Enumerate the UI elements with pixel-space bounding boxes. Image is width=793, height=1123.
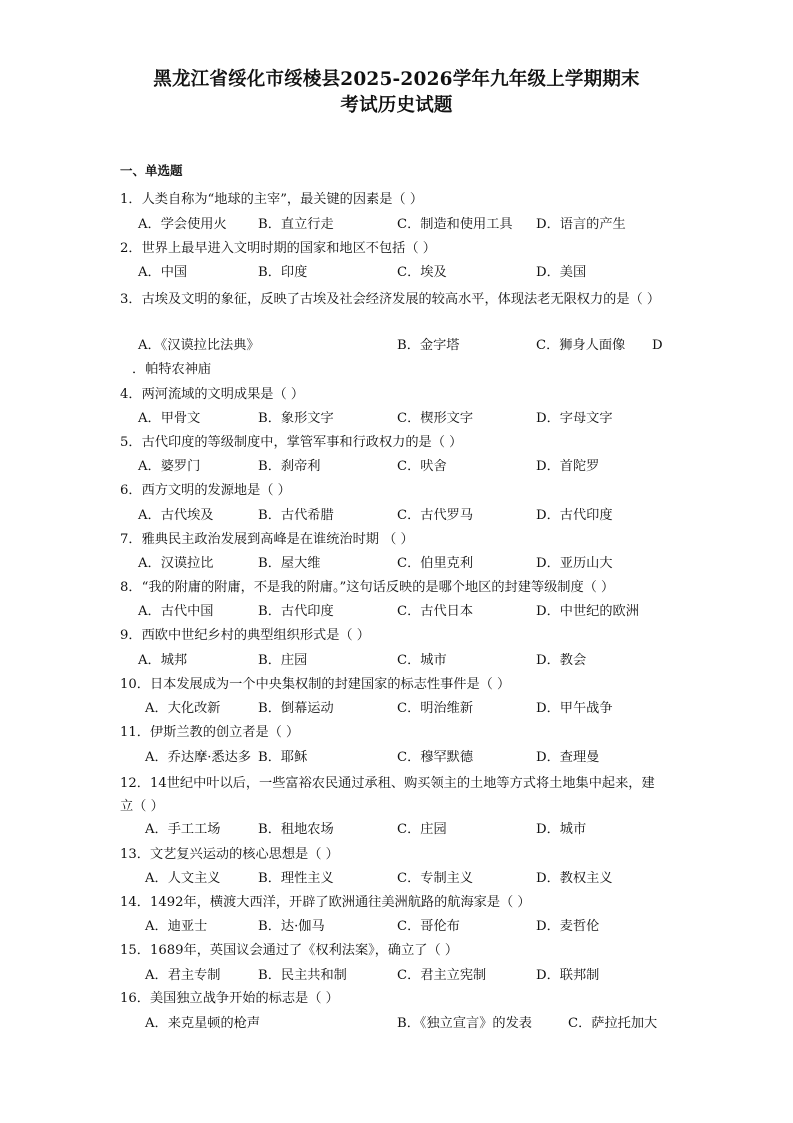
option-16a: A．来克星顿的枪声 bbox=[145, 1016, 261, 1031]
option-4d: D．字母文字 bbox=[536, 411, 613, 426]
option-9a: A．城邦 bbox=[138, 653, 188, 668]
option-8a: A．古代中国 bbox=[138, 604, 214, 619]
option-7a: A．汉谟拉比 bbox=[138, 556, 214, 571]
option-13d: D．教权主义 bbox=[536, 871, 613, 886]
option-15d: D．联邦制 bbox=[536, 968, 600, 983]
option-9c: C．城市 bbox=[397, 653, 447, 668]
option-16b: B．《独立宣言》的发表 bbox=[397, 1016, 532, 1031]
option-12c: C．庄园 bbox=[397, 822, 447, 837]
option-13c: C．专制主义 bbox=[397, 871, 474, 886]
option-14d: D．麦哲伦 bbox=[536, 919, 600, 934]
option-10d: D．甲午战争 bbox=[536, 701, 613, 716]
option-6b: B．古代希腊 bbox=[258, 508, 334, 523]
option-8c: C．古代日本 bbox=[397, 604, 474, 619]
option-12a: A．手工工场 bbox=[145, 822, 221, 837]
question-3: 3．古埃及文明的象征，反映了古埃及社会经济发展的较高水平，体现法老无限权力的是（ ） bbox=[120, 292, 661, 307]
option-2a: A．中国 bbox=[138, 265, 188, 280]
option-2b: B．印度 bbox=[258, 265, 308, 280]
option-12b: B．租地农场 bbox=[258, 822, 334, 837]
option-15c: C．君主立宪制 bbox=[397, 968, 487, 983]
question-11: 11．伊斯兰教的创立者是（ ） bbox=[120, 725, 300, 740]
option-6d: D．古代印度 bbox=[536, 508, 613, 523]
option-1a: A．学会使用火 bbox=[138, 217, 227, 232]
option-1d: D．语言的产生 bbox=[536, 217, 626, 232]
question-4: 4．两河流域的文明成果是（ ） bbox=[120, 387, 305, 402]
option-9b: B．庄园 bbox=[258, 653, 308, 668]
option-8b: B．古代印度 bbox=[258, 604, 334, 619]
option-5c: C．吠舍 bbox=[397, 459, 447, 474]
question-2: 2．世界上最早进入文明时期的国家和地区不包括（ ） bbox=[120, 241, 436, 256]
option-10a: A．大化改新 bbox=[145, 701, 221, 716]
option-6c: C．古代罗马 bbox=[397, 508, 474, 523]
question-16: 16．美国独立战争开始的标志是（ ） bbox=[120, 991, 339, 1006]
option-10c: C．明治维新 bbox=[397, 701, 474, 716]
option-15b: B．民主共和制 bbox=[258, 968, 347, 983]
option-6a: A．古代埃及 bbox=[138, 508, 214, 523]
option-5b: B．刹帝利 bbox=[258, 459, 321, 474]
question-5: 5．古代印度的等级制度中，掌管军事和行政权力的是（ ） bbox=[120, 435, 463, 450]
option-4b: B．象形文字 bbox=[258, 411, 334, 426]
option-11c: C．穆罕默德 bbox=[397, 750, 474, 765]
question-14: 14．1492年，横渡大西洋，开辟了欧洲通往美洲航路的航海家是（ ） bbox=[120, 895, 531, 910]
question-15: 15．1689年，英国议会通过了《权利法案》，确立了（ ） bbox=[120, 943, 459, 958]
option-12d: D．城市 bbox=[536, 822, 587, 837]
option-14c: C．哥伦布 bbox=[397, 919, 460, 934]
option-2d: D．美国 bbox=[536, 265, 587, 280]
option-1c: C．制造和使用工具 bbox=[397, 217, 513, 232]
question-9: 9．西欧中世纪乡村的典型组织形式是（ ） bbox=[120, 628, 370, 643]
option-3d-letter: D bbox=[652, 338, 663, 353]
option-7c: C．伯里克利 bbox=[397, 556, 474, 571]
section-heading: 一、单选题 bbox=[120, 163, 183, 178]
option-7b: B．屋大维 bbox=[258, 556, 321, 571]
exam-title-line2: 考试历史试题 bbox=[340, 95, 453, 116]
question-8: 8．“我的附庸的附庸，不是我的附庸。”这句话反映的是哪个地区的封建等级制度（ ） bbox=[120, 580, 615, 595]
option-15a: A．君主专制 bbox=[145, 968, 221, 983]
option-5a: A．婆罗门 bbox=[138, 459, 201, 474]
option-3c: C．狮身人面像 bbox=[536, 338, 626, 353]
option-16c: C．萨拉托加大 bbox=[568, 1016, 658, 1031]
option-9d: D．教会 bbox=[536, 653, 587, 668]
option-7d: D．亚历山大 bbox=[536, 556, 613, 571]
option-1b: B．直立行走 bbox=[258, 217, 334, 232]
question-13: 13．文艺复兴运动的核心思想是（ ） bbox=[120, 847, 339, 862]
option-3d-text: ．帕特农神庙 bbox=[132, 362, 212, 377]
option-11d: D．查理曼 bbox=[536, 750, 600, 765]
option-14b: B．达·伽马 bbox=[258, 919, 325, 934]
question-12: 12．14世纪中叶以后，一些富裕农民通过承租、购买领主的土地等方式将土地集中起来，建立（ ） bbox=[120, 776, 655, 814]
exam-title-line1: 黑龙江省绥化市绥棱县2025-2026学年九年级上学期期末 bbox=[153, 69, 640, 90]
option-13a: A．人文主义 bbox=[145, 871, 221, 886]
option-13b: B．理性主义 bbox=[258, 871, 334, 886]
option-3b: B．金字塔 bbox=[397, 338, 460, 353]
option-4a: A．甲骨文 bbox=[138, 411, 201, 426]
option-8d: D．中世纪的欧洲 bbox=[536, 604, 639, 619]
question-1: 1．人类自称为“地球的主宰”，最关键的因素是（ ） bbox=[120, 192, 424, 207]
option-14a: A．迪亚士 bbox=[145, 919, 208, 934]
option-11b: B．耶稣 bbox=[258, 750, 308, 765]
option-11a: A．乔达摩·悉达多 bbox=[145, 750, 252, 765]
option-10b: B．倒幕运动 bbox=[258, 701, 334, 716]
option-5d: D．首陀罗 bbox=[536, 459, 600, 474]
question-7: 7．雅典民主政治发展到高峰是在谁统治时期 （ ） bbox=[120, 532, 414, 547]
option-2c: C．埃及 bbox=[397, 265, 447, 280]
option-4c: C．楔形文字 bbox=[397, 411, 474, 426]
question-6: 6．西方文明的发源地是（ ） bbox=[120, 483, 291, 498]
option-3a: A．《汉谟拉比法典》 bbox=[138, 338, 260, 353]
question-10: 10．日本发展成为一个中央集权制的封建国家的标志性事件是（ ） bbox=[120, 677, 511, 692]
